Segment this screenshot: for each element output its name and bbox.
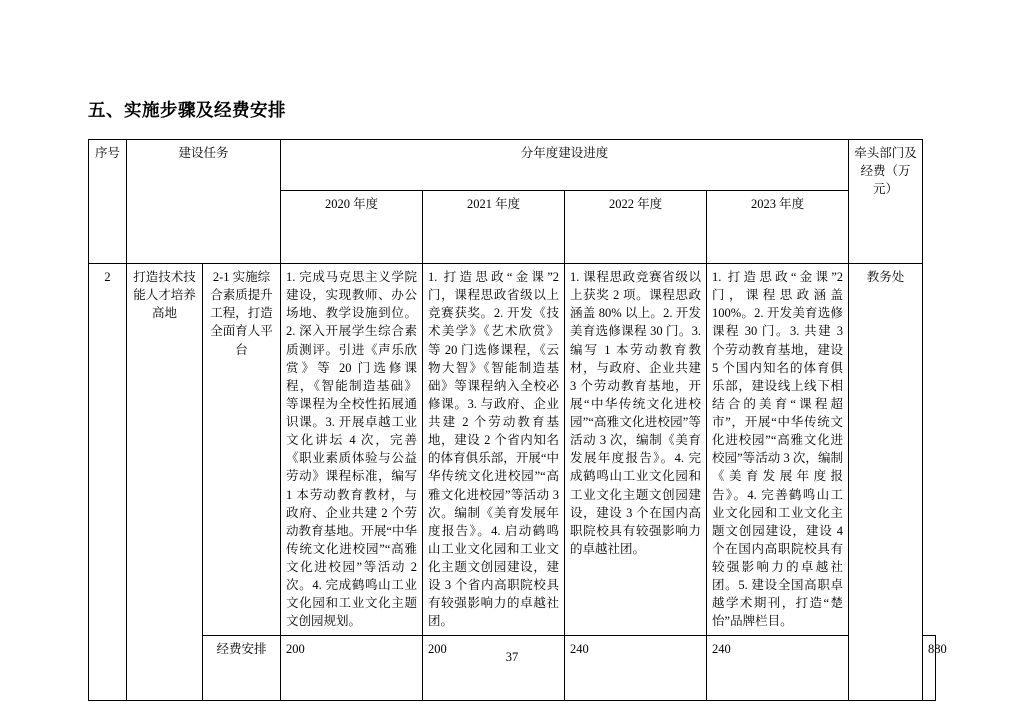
budget-2022: 240 — [565, 635, 707, 700]
header-year-2023: 2023 年度 — [707, 191, 849, 264]
table-row — [89, 264, 936, 636]
row-progress-2021: 1. 打造思政“金课”2 门，课程思政省级以上竞赛获奖。2. 开发《技术美学》《艺术欣赏》等 20 门选修课程，《云物大智》《智能制造基础》等课程纳入全校必修课。3. 与政府、企业共建 2 个劳动教育基地，建设 2 个省内知名的体育俱乐部，开展“中华传统文化进校园”“高雅文化进校园”等活动 3 次。编制《美育发展年度报告》。4. 启动鹤鸣山工业文化园和工业文化主题文创园建设，建设 3 个省内高职院校具有较强影响力的卓越社团。 — [423, 264, 565, 636]
header-seq: 序号 — [89, 140, 127, 264]
budget-2023: 240 — [707, 635, 849, 700]
header-year-2022: 2022 年度 — [565, 191, 707, 264]
page-number: 37 — [505, 650, 519, 664]
row-progress-2023: 1. 打造思政“金课”2 门，课程思政涵盖 100%。2. 开发美育选修课程 30 门。3. 共建 3 个劳动教育基地，建设 5 个国内知名的体育俱乐部，建设线上线下相结合的美育“课程超市”，开展“中华传统文化进校园”“高雅文化进校园”等活动 3 次，编制《美育发展年度报告》。4. 完善鹤鸣山工业文化园和工业文化主题文创园建设，建设 4 个在国内高职院校具有较强影响力的卓越社团。5. 建设全国高职卓越学术期刊，打造“楚怡”品牌栏目。 — [707, 264, 849, 636]
header-year-2020: 2020 年度 — [281, 191, 423, 264]
row-subtask-name: 2-1 实施综合素质提升工程，打造全面育人平台 — [203, 264, 281, 636]
row-progress-2020: 1. 完成马克思主义学院建设，实现教师、办公场地、教学设施到位。2. 深入开展学生综合素质测评。引进《声乐欣赏》等 20 门选修课程，《智能制造基础》等课程为全校性拓展通识课。3. 开展卓越工业文化讲坛 4 次，完善《职业素质体验与公益劳动》课程标准，编写 1 本劳动教育教材，与政府、企业共建 2 个劳动教育基地。开展“中华传统文化进校园”“高雅文化进校园”等活动 2 次。4. 完成鹤鸣山工业文化园和工业文化主题文创园规划。 — [281, 264, 423, 636]
header-dept-budget: 牵头部门及经费（万元） — [849, 140, 923, 264]
page-title: 五、实施步骤及经费安排 — [88, 101, 286, 121]
implementation-schedule-table — [88, 139, 947, 701]
budget-total: 880 — [923, 635, 936, 700]
budget-label: 经费安排 — [203, 635, 281, 700]
header-task: 建设任务 — [127, 140, 281, 264]
header-year-2021: 2021 年度 — [423, 191, 565, 264]
row-progress-2022: 1. 课程思政竞赛省级以上获奖 2 项。课程思政涵盖 80% 以上。2. 开发美育选修课程 30 门。3. 编写 1 本劳动教育教材，与政府、企业共建 3 个劳动教育基地，开展“中华传统文化进校园”“高雅文化进校园”等活动 3 次，编制《美育发展年度报告》。4. 完成鹤鸣山工业文化园和工业文化主题文创园建设，建设 3 个在国内高职院校具有较强影响力的卓越社团。 — [565, 264, 707, 636]
table-header-row-top — [89, 140, 936, 191]
header-progress-group: 分年度建设进度 — [281, 140, 849, 191]
budget-row — [89, 635, 936, 700]
budget-2021: 200 — [423, 635, 565, 700]
row-task-name: 打造技术技能人才培养高地 — [127, 264, 203, 701]
budget-2020: 200 — [281, 635, 423, 700]
row-seq: 2 — [89, 264, 127, 701]
row-dept: 教务处 — [849, 264, 923, 701]
